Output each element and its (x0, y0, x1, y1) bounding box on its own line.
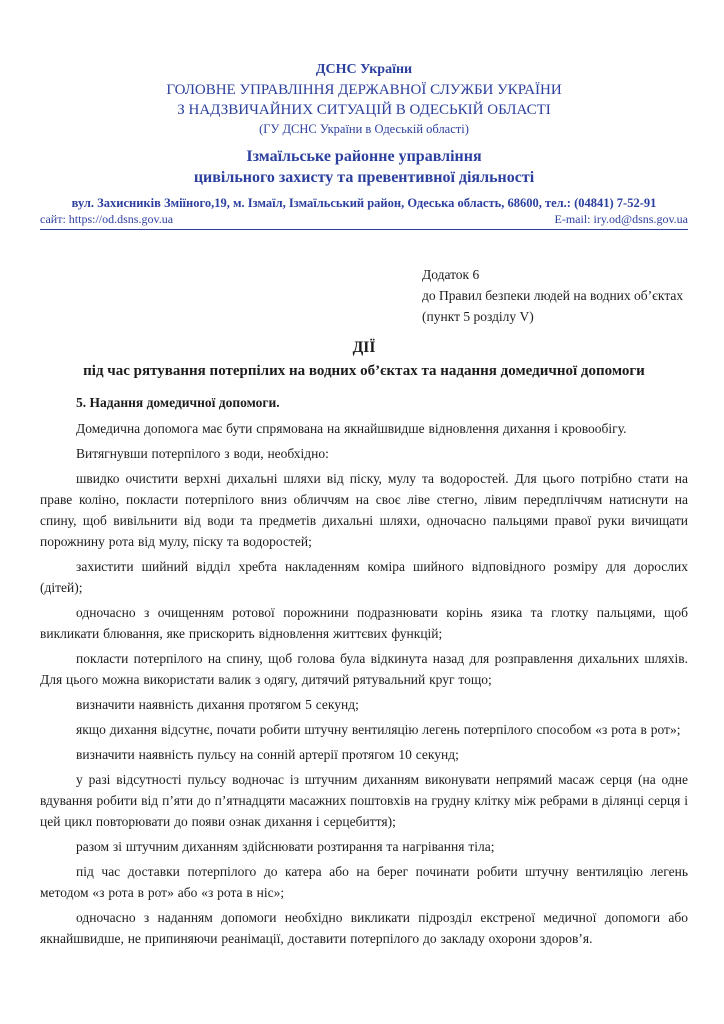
annex-source: до Правил безпеки людей на водних об’єктах (422, 288, 684, 303)
body-paragraph: Домедична допомога має бути спрямована на якнайшвидше відновлення дихання і кровообігу. (76, 421, 627, 436)
department-name-line: цивільного захисту та превентивної діяльності (193, 169, 535, 186)
org-name-line: ДСНС України (315, 62, 413, 77)
body-paragraph: Витягнувши потерпілого з води, необхідно: (76, 446, 329, 461)
contact-row (40, 211, 688, 230)
body-paragraph: захистити шийний відділ хребта накладенням коміра шийного відповідного розміру для дорослих (дітей); (40, 559, 688, 595)
body-paragraph: у разі відсутності пульсу водночас із штучним диханням виконувати непрямий масаж серця (на одне вдування робити від п’яти до п’ятнадцяти масажних поштовхів на грудну клітку між ребрами в ділянці серця і цей цикл повторювати до появи ознак дихання і серцебиття); (40, 772, 688, 829)
annex-number: Додаток 6 (422, 267, 480, 282)
section-heading: 5. Надання домедичної допомоги. (76, 395, 280, 410)
body-paragraph: якщо дихання відсутнє, почати робити штучну вентиляцію легень потерпілого способом «з рота в рот»; (76, 722, 681, 737)
body-paragraph: одночасно з очищенням ротової порожнини подразнювати корінь язика та глотку пальцями, щоб викликати блювання, яке прискорить відновлення життєвих функцій; (40, 605, 688, 641)
body-paragraph: визначити наявність дихання протягом 5 секунд; (76, 697, 359, 712)
department-name-line: Ізмаїльське районне управління (246, 148, 482, 165)
org-name-line: ГОЛОВНЕ УПРАВЛІННЯ ДЕРЖАВНОЇ СЛУЖБИ УКРАЇНИ (166, 82, 562, 98)
document-title-word: ДІЇ (352, 339, 376, 356)
body-paragraph: швидко очистити верхні дихальні шляхи від піску, мулу та водоростей. Для цього потрібно стати на праве коліно, покласти потерпілого вниз обличчям на своє ліве стегно, лівим передпліччям натиснути на спину, щоб вивільнити від води та предметів дихальні шляхи, одночасно пальцями правої руки вичищати порожнину рота від мулу, піску та водоростей; (40, 471, 688, 549)
body-paragraph: одночасно з наданням допомоги необхідно викликати підрозділ екстреної медичної допомоги або якнайшвидше, не припиняючи реанімації, доставити потерпілого до закладу охорони здоров’я. (40, 910, 688, 946)
department-name (40, 146, 688, 188)
body-paragraph: під час доставки потерпілого до катера або на берег починати робити штучну вентиляцію легень методом «з рота в рот» або «з рота в ніс»; (40, 864, 688, 900)
email-text: E-mail: iry.od@dsns.gov.ua (554, 212, 688, 226)
document-title (40, 336, 688, 383)
letterhead (40, 60, 688, 188)
body-paragraph: разом зі штучним диханням здійснювати розтирання та нагрівання тіла; (76, 839, 495, 854)
website-text: сайт: https://od.dsns.gov.ua (40, 212, 174, 226)
annex-clause: (пункт 5 розділу V) (422, 309, 534, 324)
annex-reference-block (422, 264, 688, 327)
org-name-line: З НАДЗВИЧАЙНИХ СИТУАЦІЙ В ОДЕСЬКІЙ ОБЛАСТІ (177, 102, 551, 118)
document-title-subline: під час рятування потерпілих на водних об’єктах та надання домедичної допомоги (83, 363, 645, 379)
body-paragraph: покласти потерпілого на спину, щоб голова була відкинута назад для розправлення дихальних шляхів. Для цього можна використати валик з одягу, дитячий рятувальний круг тощо; (40, 651, 688, 687)
body-paragraph: визначити наявність пульсу на сонній артерії протягом 10 секунд; (76, 747, 459, 762)
org-abbreviation-line: (ГУ ДСНС України в Одеській області) (259, 122, 469, 136)
address-line: вул. Захисників Зміїного,19, м. Ізмаїл, Ізмаїльський район, Одеська область, 68600, тел.: (04841) 7-52-91 (71, 196, 657, 210)
